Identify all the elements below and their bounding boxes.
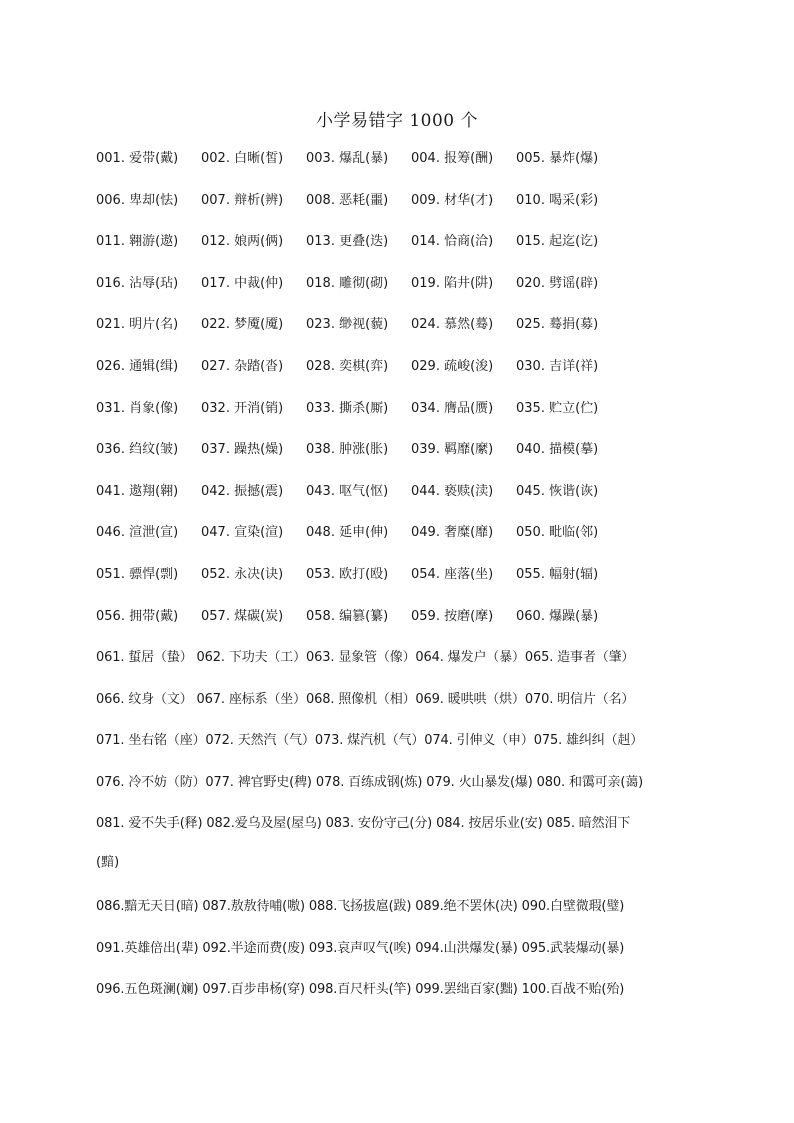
list-row: 086.黯无天日(暗) 087.敖敖待哺(嗷) 088.飞扬拔扈(跋) 089.绝不罢休(决) 090.白壁微瑕(璧) xyxy=(96,899,625,914)
list-item: 044. 亵赎(渎) xyxy=(411,483,494,499)
list-item: 007. 辩析(辨) xyxy=(201,192,284,208)
list-item: 049. 奢糜(靡) xyxy=(411,525,494,541)
list-item: 050. 毗临(邻) xyxy=(516,525,599,541)
list-item: 030. 吉详(祥) xyxy=(516,359,599,374)
list-item: 047. 宣染(渲) xyxy=(201,525,284,541)
list-item: 021. 明片(名) xyxy=(96,317,179,333)
list-item: 027. 杂踏(沓) xyxy=(201,359,284,374)
list-item: 010. 喝采(彩) xyxy=(516,192,599,208)
list-item: 028. 奕棋(弈) xyxy=(306,359,389,374)
list-item: 042. 振撼(震) xyxy=(201,483,284,499)
list-item: 005. 暴炸(爆) xyxy=(516,151,599,166)
list-item: 008. 恶耗(噩) xyxy=(306,192,389,208)
list-item: 032. 开消(销) xyxy=(201,400,284,416)
list-item: 022. 梦魇(魇) xyxy=(201,317,284,333)
list-item: 012. 娘两(俩) xyxy=(201,234,284,250)
list-item: 029. 疏峻(浚) xyxy=(411,359,494,374)
list-item: 037. 躁热(燥) xyxy=(201,442,284,458)
list-item: 019. 陷井(阱) xyxy=(411,275,494,291)
list-row: 096.五色斑澜(斓) 097.百步串杨(穿) 098.百尺杆头(竿) 099.罢绌百家(黜) 100.百战不贻(殆) xyxy=(96,982,625,998)
list-item: 051. 骠悍(剽) xyxy=(96,567,179,582)
list-item: 031. 肖象(像) xyxy=(96,400,179,416)
list-row: 076. 冷不妨（防）077. 裨官野史(稗) 078. 百练成钢(炼) 079. 火山暴发(爆) 080. 和霭可亲(蔼) xyxy=(96,774,644,790)
list-item: 002. 白晰(皙) xyxy=(201,151,284,166)
list-item: 055. 幅射(辐) xyxy=(516,567,599,582)
list-row: 061. 蜇居（蛰） 062. 下功夫（工）063. 显象管（像）064. 爆发户（暴）065. 造事者（肇） xyxy=(96,650,635,665)
list-item: 020. 劈谣(辟) xyxy=(516,275,599,291)
list-item: 057. 煤碳(炭) xyxy=(201,608,284,624)
list-item: 053. 欧打(殴) xyxy=(306,567,389,582)
list-item: 056. 拥带(戴) xyxy=(96,608,179,624)
list-item: 041. 遨翔(翱) xyxy=(96,483,179,499)
list-item: 035. 贮立(伫) xyxy=(516,400,599,416)
list-item: 001. 爱带(戴) xyxy=(96,151,179,166)
list-row xyxy=(96,232,706,252)
list-item: 038. 肿涨(胀) xyxy=(306,442,389,458)
list-item: 060. 爆躁(暴) xyxy=(516,608,599,624)
list-row: 071. 坐右铭（座）072. 天然汽（气）073. 煤汽机（气）074. 引伸义（申）075. 雄纠纠（赳） xyxy=(96,733,644,749)
list-item: 048. 延申(伸) xyxy=(306,525,389,541)
list-item: 039. 羁靡(縻) xyxy=(411,442,494,458)
wrapped-text: (黯) xyxy=(96,855,120,870)
list-row xyxy=(96,607,706,627)
list-row xyxy=(96,149,706,169)
list-row xyxy=(96,440,706,460)
list-item: 009. 材华(才) xyxy=(411,192,494,208)
list-item: 004. 报筹(酬) xyxy=(411,151,494,166)
list-item: 026. 通辑(缉) xyxy=(96,359,179,374)
list-item: 040. 描模(摹) xyxy=(516,442,599,458)
list-item: 024. 慕然(蓦) xyxy=(411,317,494,333)
list-row xyxy=(96,399,706,419)
list-row xyxy=(96,565,706,585)
list-item: 017. 中裁(仲) xyxy=(201,275,284,291)
list-row xyxy=(96,274,706,294)
list-row xyxy=(96,523,706,543)
list-row xyxy=(96,357,706,377)
list-item: 043. 呕气(怄) xyxy=(306,483,389,499)
list-item: 025. 蓦捐(募) xyxy=(516,317,599,333)
list-item: 058. 编篡(纂) xyxy=(306,608,389,624)
list-item: 011. 翱游(遨) xyxy=(96,234,179,250)
list-row: 091.英雄倍出(辈) 092.半途而费(废) 093.哀声叹气(唉) 094.山洪爆发(暴) 095.武装爆动(暴) xyxy=(96,940,625,956)
list-row xyxy=(96,482,706,502)
list-row xyxy=(96,191,706,211)
list-item: 023. 缈视(藐) xyxy=(306,317,389,333)
list-item: 052. 永决(诀) xyxy=(201,567,284,582)
list-item: 054. 座落(坐) xyxy=(411,567,494,582)
list-item: 018. 雕彻(砌) xyxy=(306,275,389,291)
list-item: 016. 沾辱(玷) xyxy=(96,275,179,291)
list-item: 059. 按磨(摩) xyxy=(411,608,494,624)
list-item: 015. 起迄(讫) xyxy=(516,234,599,250)
list-item: 014. 恰商(洽) xyxy=(411,234,494,250)
list-row xyxy=(96,315,706,335)
list-item: 006. 卑却(怯) xyxy=(96,192,179,208)
list-row: 066. 纹身（文） 067. 座标系（坐）068. 照像机（相）069. 暖哄哄（烘）070. 明信片（名） xyxy=(96,691,635,707)
list-row: 081. 爱不失手(释) 082.爱乌及屋(屋乌) 083. 安份守己(分) 084. 按居乐业(安) 085. 暗然泪下 xyxy=(96,816,631,832)
list-item: 013. 更叠(迭) xyxy=(306,234,389,250)
page-title: 小学易错字 1000 个 xyxy=(315,111,479,131)
list-item: 033. 撕杀(厮) xyxy=(306,400,389,416)
list-item: 003. 爆乱(暴) xyxy=(306,151,389,166)
list-item: 036. 绉纹(皱) xyxy=(96,442,179,458)
list-item: 045. 恢谐(诙) xyxy=(516,483,599,499)
list-item: 034. 膺品(赝) xyxy=(411,400,494,416)
list-item: 046. 渲泄(宣) xyxy=(96,525,179,541)
